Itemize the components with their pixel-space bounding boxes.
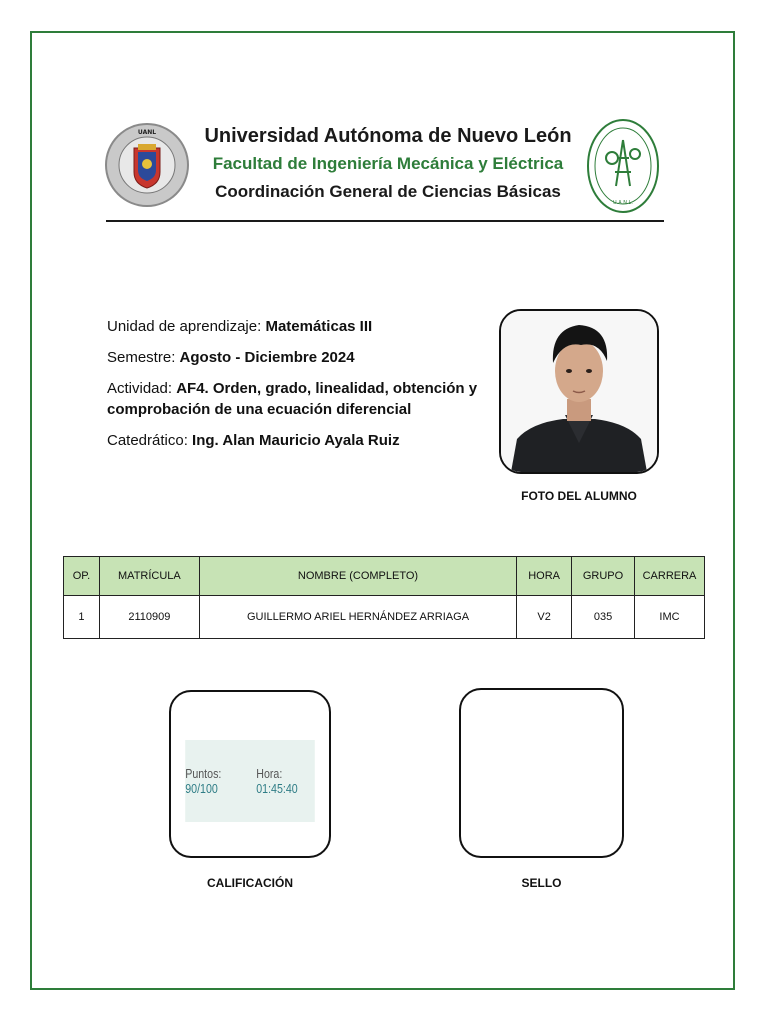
cell-grupo: 035: [572, 596, 635, 639]
cell-op: 1: [64, 596, 100, 639]
grade-caption: CALIFICACIÓN: [207, 876, 293, 890]
coordination-name: Coordinación General de Ciencias Básicas: [215, 182, 561, 201]
actividad-value: AF4. Orden, grado, linealidad, obtención y comprobación de una ecuación diferencial: [107, 380, 478, 418]
cell-carrera: IMC: [635, 596, 705, 639]
fime-seal-icon: [586, 118, 660, 214]
header-block: [196, 122, 580, 206]
unidad-value: Matemáticas III: [265, 318, 373, 335]
semestre-value: Agosto - Diciembre 2024: [179, 349, 355, 366]
col-hora: HORA: [517, 557, 572, 596]
svg-text:U.A.N.L.: U.A.N.L.: [613, 200, 633, 206]
catedratico-value: Ing. Alan Mauricio Ayala Ruiz: [192, 432, 400, 449]
table-row: [64, 596, 705, 639]
grade-screenshot: [185, 740, 315, 822]
points-value: 90/100: [185, 781, 218, 796]
header-divider: [106, 220, 664, 222]
student-table: [63, 556, 705, 639]
col-nombre: NOMBRE (COMPLETO): [199, 557, 516, 596]
time-value: 01:45:40: [256, 781, 298, 796]
time-label: Hora:: [256, 766, 283, 781]
course-info: [107, 316, 487, 461]
student-photo: [499, 309, 659, 474]
cell-matricula: 2110909: [99, 596, 199, 639]
col-grupo: GRUPO: [572, 557, 635, 596]
col-carrera: CARRERA: [635, 557, 705, 596]
cell-nombre: GUILLERMO ARIEL HERNÁNDEZ ARRIAGA: [199, 596, 516, 639]
points-group: [185, 766, 245, 796]
points-label: Puntos:: [185, 766, 222, 781]
student-portrait-icon: [501, 311, 657, 472]
table-header-row: [64, 557, 705, 596]
seal-box: [459, 688, 624, 858]
uanl-seal-icon: [104, 122, 190, 208]
col-op: OP.: [64, 557, 100, 596]
university-name: Universidad Autónoma de Nuevo León: [204, 125, 572, 147]
time-group: [256, 766, 315, 796]
seal-caption: SELLO: [521, 876, 562, 890]
catedratico-line: Catedrático: Ing. Alan Mauricio Ayala Ruiz: [107, 432, 400, 449]
svg-text:UANL: UANL: [137, 129, 157, 136]
semestre-line: Semestre: Agosto - Diciembre 2024: [107, 349, 355, 366]
faculty-name: Facultad de Ingeniería Mecánica y Eléctrica: [212, 154, 564, 173]
actividad-line: Actividad: AF4. Orden, grado, linealidad, obtención y comprobación de una ecuación diferencial: [107, 380, 478, 418]
grade-box: [169, 690, 331, 858]
unidad-line: Unidad de aprendizaje: Matemáticas III: [107, 318, 373, 335]
col-matricula: MATRÍCULA: [99, 557, 199, 596]
photo-caption: FOTO DEL ALUMNO: [521, 489, 637, 503]
cell-hora: V2: [517, 596, 572, 639]
